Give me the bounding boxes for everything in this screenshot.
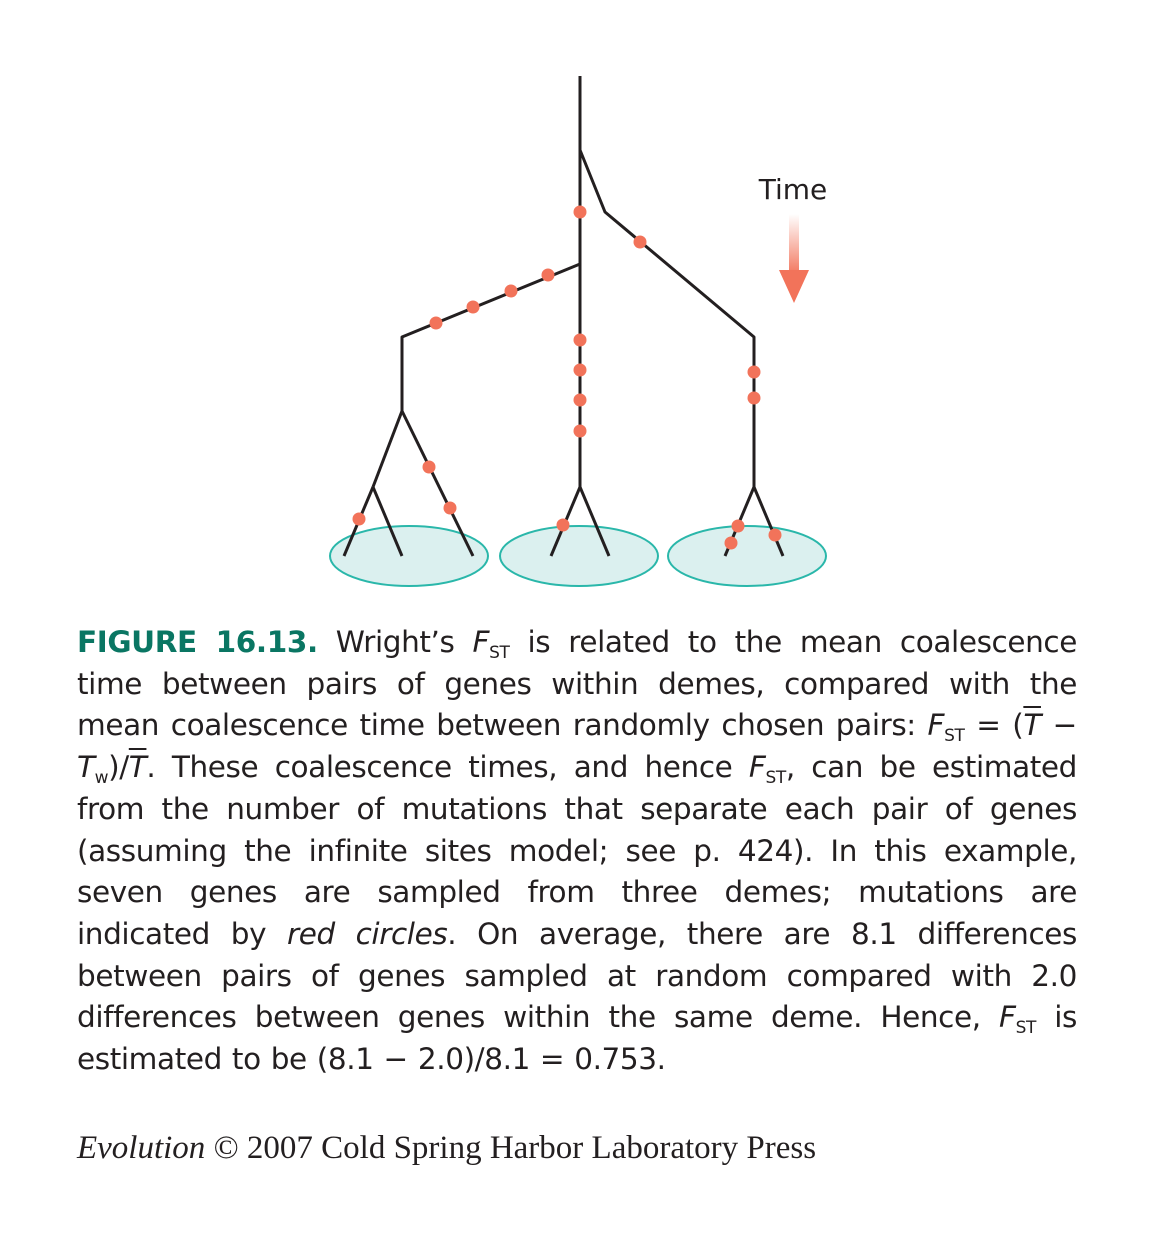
mutation-marker xyxy=(574,364,587,377)
caption-text: is related to the mean coalescence time between pairs of genes within demes, compared with the mean coalescence time between randomly chosen pairs: xyxy=(77,625,1077,743)
tw-subscript: w xyxy=(94,768,109,789)
t-within-symbol xyxy=(77,750,109,789)
caption-text: . These coalescence times, and hence xyxy=(146,750,749,785)
caption-text: . On average, there are 8.1 differences between pairs of genes sampled at random compared with 2.0 differences between genes within the same deme. Hence, xyxy=(77,916,1078,1035)
mutation-marker xyxy=(505,285,518,298)
book-title: Evolution xyxy=(77,1130,206,1166)
t-bar-symbol: $\overline{T}$ xyxy=(1023,708,1041,743)
mutation-marker xyxy=(769,529,782,542)
left-subtree-left xyxy=(373,411,402,487)
right-lineage-branch xyxy=(580,150,754,487)
caption-text: , can be estimated from the number of mutations that separate each pair of genes (assuming the infinite sites model; see p. 424). In this example, seven genes are sampled from three demes; mutations are indicated by xyxy=(77,750,1077,951)
deme-2-ellipse xyxy=(500,526,658,586)
mutation-marker xyxy=(542,269,555,282)
mutation-marker xyxy=(430,317,443,330)
left-lineage-branch xyxy=(402,264,580,411)
mutation-marker xyxy=(732,520,745,533)
mutation-marker xyxy=(353,513,366,526)
publisher-credit: © 2007 Cold Spring Harbor Laboratory Press xyxy=(205,1130,817,1166)
fst-subscript: ST xyxy=(1015,1018,1036,1039)
mutation-marker xyxy=(574,206,587,219)
mutation-marker xyxy=(574,425,587,438)
fst-f: F xyxy=(999,1000,1016,1035)
mutation-marker xyxy=(574,394,587,407)
copyright-credit xyxy=(77,1128,816,1168)
figure-label: FIGURE 16.13. xyxy=(77,625,318,659)
fst-subscript: ST xyxy=(944,726,965,747)
fst-symbol xyxy=(748,750,786,789)
t-bar-symbol: $\overline{T}$ xyxy=(128,750,147,785)
time-arrow xyxy=(779,214,809,303)
time-arrow-head xyxy=(779,270,809,303)
fst-f: F xyxy=(927,708,945,743)
mutation-marker xyxy=(574,334,587,347)
fst-f: F xyxy=(472,625,490,659)
mutation-marker xyxy=(748,392,761,405)
fst-subscript: ST xyxy=(489,643,510,663)
tw-t: T xyxy=(77,750,95,785)
slash-sign: )/ xyxy=(108,750,129,785)
mutation-marker xyxy=(467,301,480,314)
caption-text: = ( xyxy=(964,708,1024,743)
figure-caption xyxy=(77,622,1077,1081)
mutation-marker xyxy=(444,502,457,515)
demes xyxy=(330,526,826,586)
fst-symbol xyxy=(472,625,510,663)
minus-sign: − xyxy=(1040,708,1077,743)
caption-text: is estimated to be (8.1 − 2.0)/8.1 = 0.753. xyxy=(77,1000,1077,1077)
fst-f: F xyxy=(748,750,766,785)
time-arrow-shaft xyxy=(789,214,799,276)
red-circles-term: red circles xyxy=(286,916,448,951)
coalescent-tree-figure xyxy=(0,0,1149,610)
mutation-marker xyxy=(748,366,761,379)
deme-3-ellipse xyxy=(668,526,826,586)
time-label: Time xyxy=(758,173,828,206)
fst-subscript: ST xyxy=(765,768,786,789)
mutation-marker xyxy=(725,537,738,550)
fst-symbol xyxy=(999,1000,1036,1039)
genealogy-branches xyxy=(344,76,783,556)
mutation-marker xyxy=(557,519,570,532)
mutation-marker xyxy=(634,236,647,249)
mutation-markers xyxy=(353,206,782,550)
caption-text: Wright’s xyxy=(317,625,473,659)
fst-symbol xyxy=(927,708,965,747)
mutation-marker xyxy=(423,461,436,474)
